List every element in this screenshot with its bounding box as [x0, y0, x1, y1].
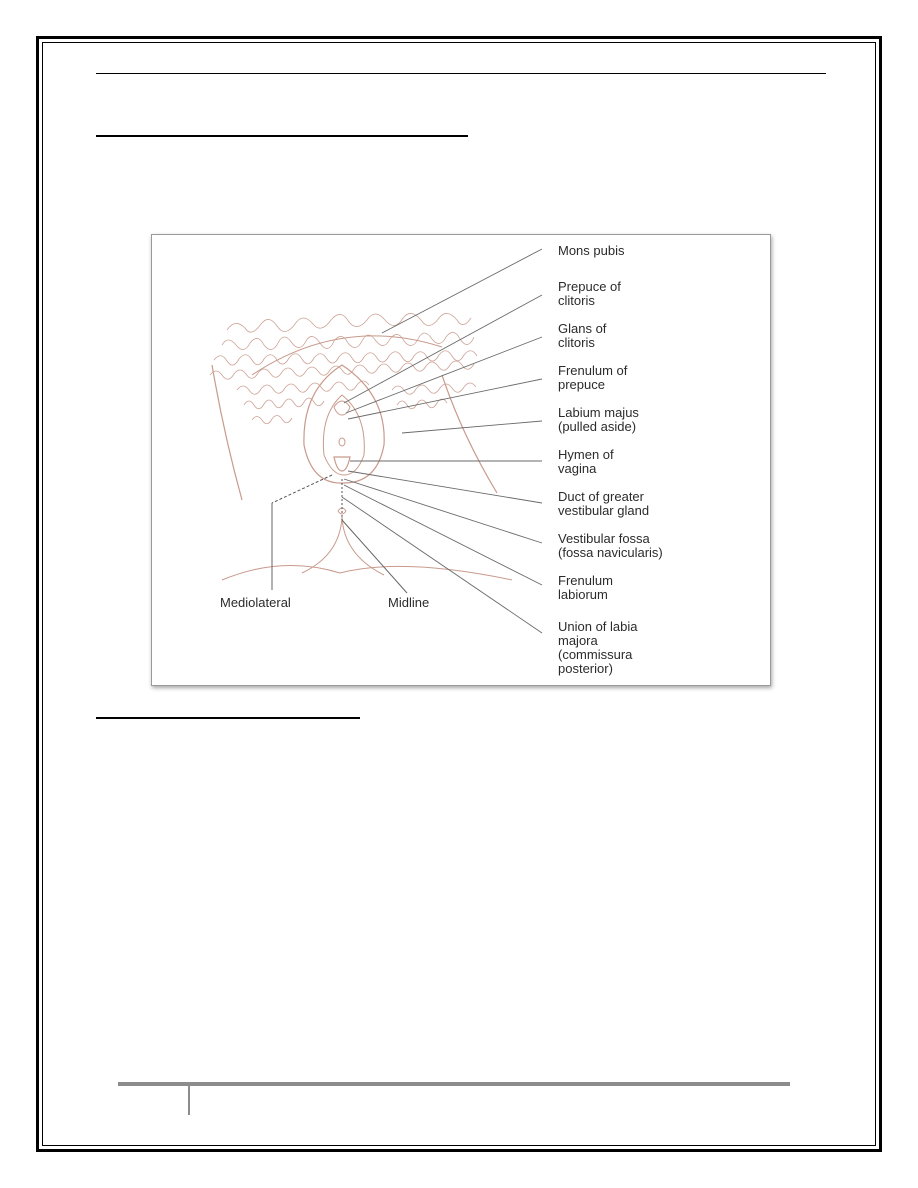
pubic-hair-drawing	[210, 313, 477, 423]
label-frenulum-prepuce-line2: prepuce	[558, 377, 605, 392]
label-mediolateral: Mediolateral	[220, 595, 291, 610]
label-labium-majus-line1: Labium majus	[558, 405, 639, 420]
prepuce	[334, 401, 350, 415]
left-thigh-contour	[212, 365, 242, 500]
urethral-opening	[339, 438, 345, 446]
label-glans-line2: clitoris	[558, 335, 595, 350]
perineum-contour	[302, 517, 384, 575]
section-heading-underline	[96, 135, 468, 137]
label-hymen-line2: vagina	[558, 461, 597, 476]
anatomy-illustration	[152, 235, 772, 687]
label-leader-lines	[342, 249, 542, 633]
label-prepuce-line2: clitoris	[558, 293, 595, 308]
label-vestibular-fossa-line2: (fossa navicularis)	[558, 545, 663, 560]
label-labium-majus-line2: (pulled aside)	[558, 419, 637, 434]
anatomy-figure	[151, 234, 771, 686]
label-midline: Midline	[388, 595, 430, 610]
midline-leader	[342, 520, 407, 593]
label-union-line2: majora	[558, 633, 598, 648]
footer-page-number-divider	[188, 1085, 190, 1115]
label-union-line3: (commissura	[558, 647, 633, 662]
mediolateral-incision	[272, 475, 332, 503]
gluteal-contour	[222, 565, 512, 580]
labia-minora	[323, 395, 364, 475]
label-vestibular-fossa-line1: Vestibular fossa	[558, 531, 650, 546]
label-duct-line1: Duct of greater	[558, 489, 644, 504]
label-union-line4: posterior)	[558, 661, 613, 676]
section-heading-underline-2	[96, 717, 360, 719]
footer-rule	[118, 1082, 790, 1086]
label-mons-pubis: Mons pubis	[558, 243, 625, 258]
label-hymen-line1: Hymen of	[558, 447, 614, 462]
right-thigh-contour	[442, 375, 497, 493]
label-union-line1: Union of labia	[558, 619, 638, 634]
label-prepuce-line1: Prepuce of	[558, 279, 621, 294]
label-frenulum-prepuce-line1: Frenulum of	[558, 363, 628, 378]
header-rule	[96, 73, 826, 74]
hymen-opening	[334, 457, 350, 471]
label-frenulum-labiorum-line1: Frenulum	[558, 573, 613, 588]
label-duct-line2: vestibular gland	[558, 503, 650, 518]
label-frenulum-labiorum-line2: labiorum	[558, 587, 608, 602]
label-glans-line1: Glans of	[558, 321, 607, 336]
